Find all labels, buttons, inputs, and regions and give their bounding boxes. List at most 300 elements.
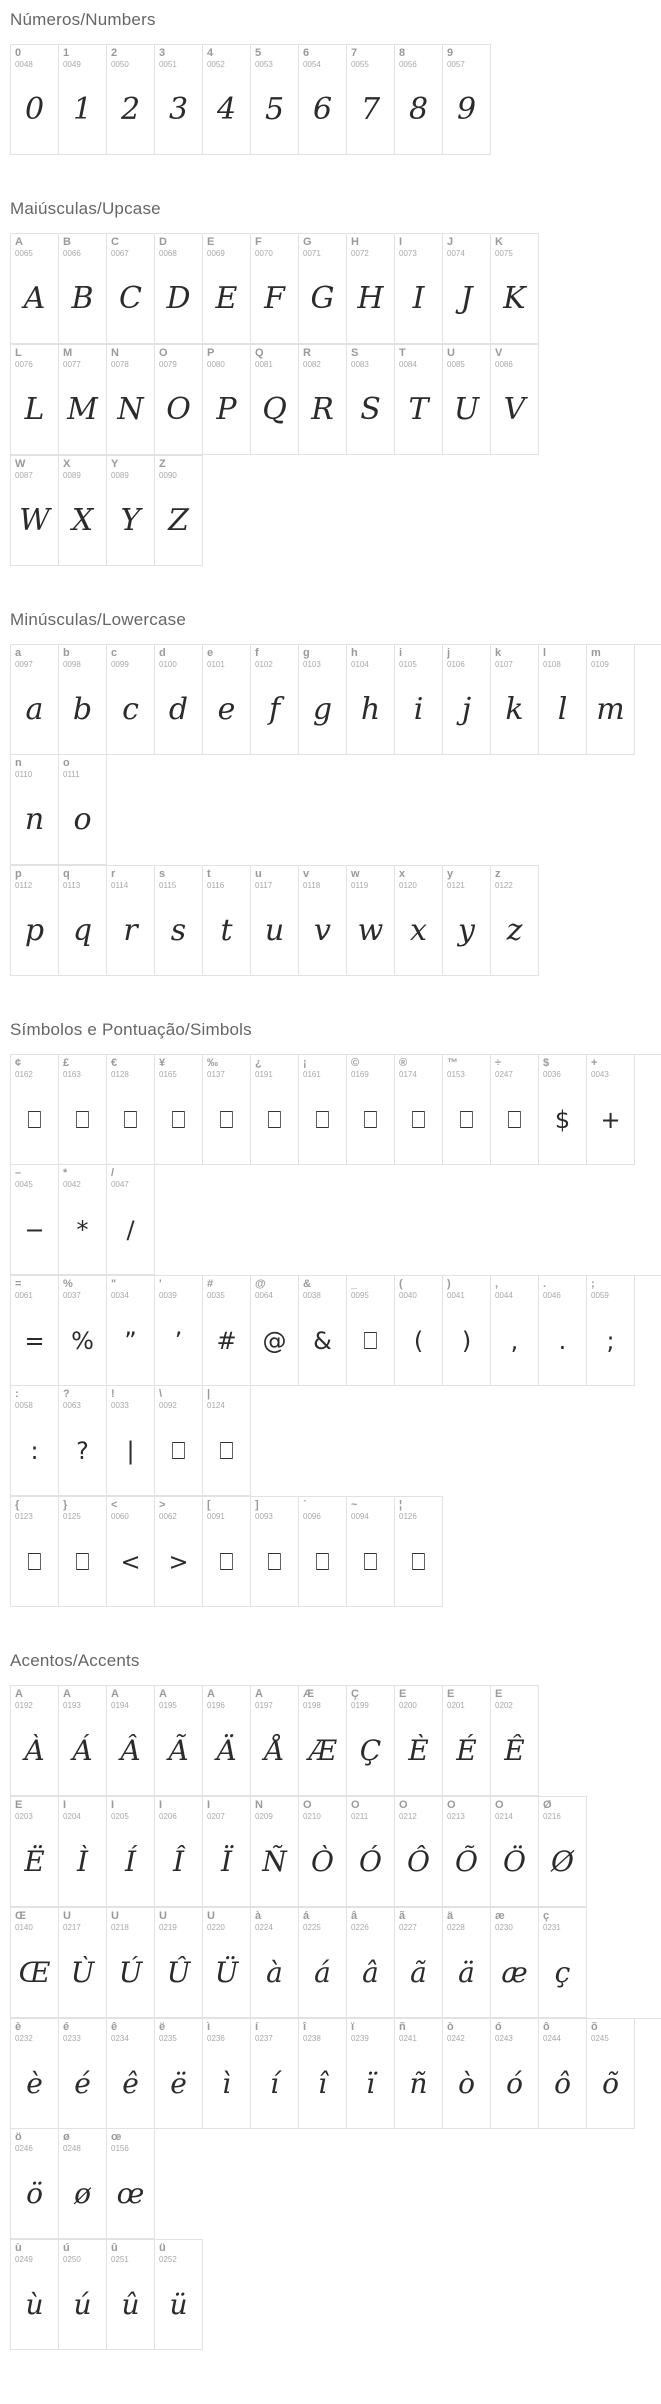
glyph-preview: H [357,281,384,316]
glyph-cell[interactable] [107,1276,155,1386]
glyph-char-label: z [495,869,501,880]
glyph-cell[interactable] [59,1797,107,1907]
glyph-cell[interactable] [251,2019,299,2129]
glyph-char-label: Q [255,348,264,359]
glyph-preview: S [360,392,381,427]
glyph-cell[interactable] [11,234,59,344]
glyph-char-label: ø [63,2132,70,2143]
glyph-code: 0247 [495,1070,513,1079]
glyph-char-label: V [495,348,503,359]
glyph-row [10,2239,203,2350]
glyph-cell[interactable] [107,866,155,976]
glyph-code: 0108 [543,660,561,669]
glyph-preview: = [24,1326,45,1355]
glyph-char-label: ú [63,2243,70,2254]
glyph-cell[interactable] [155,1497,203,1607]
glyph-code: 0207 [207,1812,225,1821]
glyph-cell[interactable] [347,345,395,455]
glyph-meta [59,1497,106,1527]
glyph-char-label: ™ [447,1058,458,1069]
glyph-char-label: + [591,1058,598,1069]
glyph-cell[interactable] [203,45,251,155]
glyph-cell[interactable] [155,2019,203,2129]
glyph-cell[interactable] [11,1686,59,1796]
glyph-cell[interactable] [59,456,107,566]
glyph-cell[interactable] [203,1055,251,1165]
glyph-preview: M [67,392,98,427]
glyph-cell[interactable] [251,1797,299,1907]
glyph-char-label: K [495,237,503,248]
glyph-meta [395,345,442,375]
glyph-cell[interactable] [539,2019,587,2129]
glyph-meta [155,1686,202,1716]
glyph-cell[interactable] [155,1055,203,1165]
glyph-code: 0050 [111,60,129,69]
glyph-code: 0056 [399,60,417,69]
glyph-cell[interactable] [155,866,203,976]
glyph-cell[interactable] [539,1797,587,1907]
glyph-cell[interactable] [155,645,203,755]
glyph-cell[interactable] [347,234,395,344]
glyph-code: 0117 [255,881,273,890]
glyph-meta [11,645,58,675]
glyph-cell[interactable] [491,866,539,976]
glyph-char-label: J [447,237,454,248]
glyph-cell[interactable] [299,1908,347,2018]
glyph-meta [107,1497,154,1527]
glyph-meta [491,345,538,375]
glyph-char-label: ç [543,1911,550,1922]
glyph-char-label: Î [159,1800,163,1811]
glyph-cell[interactable] [395,2019,443,2129]
glyph-cell[interactable] [299,1686,347,1796]
glyph-cell[interactable] [443,2019,491,2129]
glyph-char-label: [ [207,1500,211,1511]
glyph-cell[interactable] [395,234,443,344]
glyph-preview: * [76,1215,89,1244]
glyph-char-label: ë [159,2022,166,2033]
glyph-cell[interactable] [251,1497,299,1607]
glyph-code: 0205 [111,1812,129,1821]
glyph-meta [347,234,394,264]
glyph-char-label: A [15,237,23,248]
glyph-cell[interactable] [203,1276,251,1386]
glyph-cell[interactable] [11,1165,59,1275]
glyph-cell[interactable] [11,755,59,865]
glyph-preview: h [360,692,381,727]
glyph-meta [347,1497,394,1527]
glyph-char-label: u [255,869,262,880]
glyph-char-label: ó [495,2022,502,2033]
glyph-code: 0057 [447,60,465,69]
glyph-cell[interactable] [203,345,251,455]
glyph-cell[interactable] [155,1686,203,1796]
glyph-code: 0073 [399,249,417,258]
glyph-preview: E [215,281,238,316]
glyph-cell[interactable] [155,234,203,344]
glyph-cell[interactable] [59,1055,107,1165]
glyph-cell[interactable] [443,645,491,755]
glyph-cell[interactable] [11,1908,59,2018]
glyph-char-label: g [303,648,310,659]
glyph-meta [11,1797,58,1827]
glyph-char-label: à [255,1911,262,1922]
glyph-cell[interactable] [347,1908,395,2018]
glyph-cell[interactable] [251,345,299,455]
glyph-char-label: G [303,237,312,248]
glyph-cell[interactable] [11,1797,59,1907]
glyph-meta [107,2019,154,2049]
glyph-preview: œ [116,2177,145,2210]
glyph-code: 0220 [207,1923,225,1932]
glyph-cell[interactable] [107,45,155,155]
glyph-cell[interactable] [251,1908,299,2018]
glyph-cell[interactable] [59,1686,107,1796]
glyph-cell[interactable] [299,1797,347,1907]
glyph-cell[interactable] [299,866,347,976]
glyph-cell[interactable] [59,1276,107,1386]
glyph-cell[interactable] [155,45,203,155]
glyph-cell[interactable] [587,2019,635,2129]
glyph-cell[interactable] [491,1276,539,1386]
glyph-code: 0063 [63,1401,81,1410]
glyph-cell[interactable] [395,645,443,755]
glyph-cell[interactable] [203,1797,251,1907]
section-accents [0,1641,661,2350]
glyph-char-label: p [15,869,22,880]
glyph-cell[interactable] [443,1276,491,1386]
glyph-cell[interactable] [155,1797,203,1907]
glyph-cell[interactable] [107,1686,155,1796]
glyph-cell[interactable] [107,1386,155,1496]
glyph-meta [587,645,634,675]
glyph-cell[interactable] [395,1055,443,1165]
glyph-meta [59,1276,106,1306]
glyph-cell[interactable] [443,234,491,344]
glyph-cell[interactable] [347,1276,395,1386]
glyph-cell[interactable] [107,345,155,455]
glyph-meta [539,1908,586,1938]
glyph-char-label: ! [111,1389,115,1400]
glyph-preview: R [311,392,334,427]
glyph-preview: ⎕ [363,1326,378,1355]
glyph-cell[interactable] [59,1165,107,1275]
glyph-cell[interactable] [59,755,107,865]
glyph-cell[interactable] [11,456,59,566]
glyph-char-label: œ [111,2132,122,2143]
glyph-cell[interactable] [59,2129,107,2239]
glyph-cell[interactable] [539,1055,587,1165]
glyph-cell[interactable] [347,1797,395,1907]
glyph-cell[interactable] [11,345,59,455]
glyph-char-label: Ø [543,1800,552,1811]
glyph-cell[interactable] [443,345,491,455]
glyph-cell[interactable] [59,45,107,155]
glyph-cell[interactable] [539,1908,587,2018]
glyph-preview: J [460,281,473,316]
glyph-meta [107,345,154,375]
glyph-cell[interactable] [491,1908,539,2018]
glyph-meta [299,45,346,75]
glyph-cell[interactable] [107,2129,155,2239]
glyph-cell[interactable] [347,45,395,155]
glyph-code: 0249 [15,2255,33,2264]
glyph-cell[interactable] [251,1276,299,1386]
glyph-cell[interactable] [347,2019,395,2129]
glyph-preview: . [558,1326,567,1355]
glyph-cell[interactable] [203,1497,251,1607]
glyph-char-label: È [399,1689,407,1700]
glyph-char-label: õ [591,2022,598,2033]
glyph-preview: ó [506,2067,523,2100]
glyph-cell[interactable] [59,1497,107,1607]
glyph-cell[interactable] [155,1386,203,1496]
glyph-code: 0061 [15,1291,33,1300]
glyph-meta [11,345,58,375]
glyph-cell[interactable] [347,866,395,976]
glyph-preview: ê [122,2067,139,2100]
glyph-char-label: M [63,348,73,359]
glyph-preview: Y [120,503,141,538]
glyph-char-label: 1 [63,48,70,59]
glyph-cell[interactable] [395,1908,443,2018]
glyph-preview: u [264,913,285,948]
glyph-code: 0121 [447,881,465,890]
glyph-cell[interactable] [251,234,299,344]
glyph-char-label: Ô [399,1800,408,1811]
glyph-row [10,644,661,865]
glyph-cell[interactable] [443,1797,491,1907]
glyph-cell[interactable] [11,2019,59,2129]
glyph-cell[interactable] [203,1686,251,1796]
glyph-meta [299,866,346,896]
glyph-cell[interactable] [443,866,491,976]
glyph-cell[interactable] [395,1276,443,1386]
glyph-code: 0082 [303,360,321,369]
glyph-cell[interactable] [107,456,155,566]
glyph-cell[interactable] [491,234,539,344]
glyph-meta [539,1797,586,1827]
glyph-cell[interactable] [107,645,155,755]
glyph-char-label: N [111,348,119,359]
glyph-cell[interactable] [347,1055,395,1165]
glyph-cell[interactable] [347,1497,395,1607]
glyph-code: 0095 [351,1291,369,1300]
glyph-cell[interactable] [155,1908,203,2018]
glyph-cell[interactable] [11,1386,59,1496]
glyph-preview: 2 [120,92,141,127]
glyph-char-label: ¢ [15,1058,22,1069]
glyph-char-label: I [399,237,403,248]
glyph-cell[interactable] [299,1055,347,1165]
glyph-cell[interactable] [59,345,107,455]
glyph-cell[interactable] [59,645,107,755]
glyph-cell[interactable] [155,1276,203,1386]
glyph-code: 0237 [255,2034,273,2043]
glyph-code: 0196 [207,1701,225,1710]
glyph-preview: o [73,802,92,837]
glyph-meta [155,234,202,264]
glyph-cell[interactable] [443,45,491,155]
glyph-cell[interactable] [155,345,203,455]
glyph-cell[interactable] [491,1055,539,1165]
glyph-cell[interactable] [443,1686,491,1796]
glyph-cell[interactable] [299,2019,347,2129]
glyph-meta [59,1686,106,1716]
glyph-cell[interactable] [59,1386,107,1496]
glyph-meta [299,234,346,264]
glyph-meta [107,2240,154,2270]
glyph-cell[interactable] [107,1055,155,1165]
glyph-cell[interactable] [107,1908,155,2018]
glyph-preview: Q [262,392,287,427]
glyph-cell[interactable] [11,1276,59,1386]
section-title: Símbolos e Pontuação/Simbols [10,1020,252,1039]
glyph-cell[interactable] [299,1276,347,1386]
glyph-meta [491,1686,538,1716]
glyph-code: 0238 [303,2034,321,2043]
glyph-cell[interactable] [395,345,443,455]
glyph-cell[interactable] [299,234,347,344]
glyph-preview: Ç [359,1734,382,1767]
glyph-cell[interactable] [107,1165,155,1275]
glyph-preview: 9 [456,92,477,127]
glyph-cell[interactable] [299,45,347,155]
glyph-cell[interactable] [347,645,395,755]
glyph-cell[interactable] [251,645,299,755]
glyph-cell[interactable] [155,456,203,566]
glyph-cell[interactable] [59,2019,107,2129]
glyph-code: 0035 [207,1291,225,1300]
glyph-code: 0124 [207,1401,225,1410]
glyph-cell[interactable] [443,1055,491,1165]
glyph-meta [155,1908,202,1938]
glyph-cell[interactable] [203,1908,251,2018]
glyph-cell[interactable] [11,1497,59,1607]
glyph-cell[interactable] [347,1686,395,1796]
glyph-cell[interactable] [587,1276,635,1386]
glyph-meta [155,345,202,375]
glyph-cell[interactable] [251,1055,299,1165]
glyph-code: 0195 [159,1701,177,1710]
glyph-code: 0070 [255,249,273,258]
glyph-cell[interactable] [587,645,635,755]
glyph-cell[interactable] [395,1686,443,1796]
glyph-preview: ñ [409,2067,428,2100]
glyph-cell[interactable] [59,2240,107,2350]
glyph-cell[interactable] [107,2019,155,2129]
glyph-cell[interactable] [491,1797,539,1907]
glyph-cell[interactable] [491,1686,539,1796]
glyph-cell[interactable] [539,645,587,755]
glyph-meta [347,1686,394,1716]
glyph-cell[interactable] [539,1276,587,1386]
glyph-cell[interactable] [251,1686,299,1796]
glyph-preview: s [170,913,187,948]
glyph-preview: ⎕ [363,1547,378,1576]
glyph-code: 0076 [15,360,33,369]
glyph-meta [251,866,298,896]
glyph-cell[interactable] [395,1797,443,1907]
glyph-code: 0242 [447,2034,465,2043]
glyph-preview: V [503,392,526,427]
glyph-code: 0128 [111,1070,129,1079]
glyph-cell[interactable] [11,866,59,976]
glyph-cell[interactable] [395,866,443,976]
glyph-preview: ò [458,2067,475,2100]
glyph-cell[interactable] [299,645,347,755]
glyph-cell[interactable] [299,345,347,455]
glyph-char-label: û [111,2243,118,2254]
glyph-preview: 6 [312,92,333,127]
glyph-char-label: P [207,348,215,359]
glyph-char-label: y [447,869,454,880]
glyph-preview: F [264,281,285,316]
glyph-preview: é [74,2067,91,2100]
glyph-preview: Æ [308,1734,337,1767]
glyph-char-label: í [255,2022,259,2033]
glyph-cell[interactable] [59,866,107,976]
glyph-cell[interactable] [155,2240,203,2350]
glyph-meta [59,345,106,375]
glyph-cell[interactable] [107,1497,155,1607]
glyph-cell[interactable] [11,2240,59,2350]
glyph-meta [347,866,394,896]
glyph-cell[interactable] [395,1497,443,1607]
glyph-code: 0227 [399,1923,417,1932]
glyph-meta [11,2240,58,2270]
glyph-cell[interactable] [203,645,251,755]
glyph-cell[interactable] [107,2240,155,2350]
glyph-code: 0203 [15,1812,33,1821]
glyph-cell[interactable] [251,45,299,155]
glyph-cell[interactable] [59,1908,107,2018]
glyph-preview: 1 [72,92,93,127]
glyph-cell[interactable] [107,1797,155,1907]
glyph-preview: g [312,692,333,727]
glyph-cell[interactable] [203,1386,251,1496]
glyph-cell[interactable] [251,866,299,976]
glyph-cell[interactable] [395,45,443,155]
glyph-meta [59,1797,106,1827]
glyph-preview: w [357,913,384,948]
glyph-char-label: ï [351,2022,355,2033]
glyph-cell[interactable] [11,645,59,755]
glyph-code: 0036 [543,1070,561,1079]
glyph-cell[interactable] [587,1055,635,1165]
glyph-char-label: Z [159,459,166,470]
glyph-cell[interactable] [491,2019,539,2129]
glyph-cell[interactable] [203,866,251,976]
glyph-cell[interactable] [11,2129,59,2239]
glyph-cell[interactable] [491,345,539,455]
glyph-cell[interactable] [203,234,251,344]
glyph-meta [155,2240,202,2270]
glyph-cell[interactable] [443,1908,491,2018]
glyph-meta [251,345,298,375]
glyph-cell[interactable] [299,1497,347,1607]
glyph-cell[interactable] [491,645,539,755]
glyph-cell[interactable] [11,1055,59,1165]
glyph-meta [203,1276,250,1306]
glyph-meta [587,2019,634,2049]
glyph-code: 0042 [63,1180,81,1189]
glyph-cell[interactable] [107,234,155,344]
glyph-cell[interactable] [59,234,107,344]
glyph-cell[interactable] [203,2019,251,2129]
glyph-meta [11,2019,58,2049]
glyph-cell[interactable] [11,45,59,155]
